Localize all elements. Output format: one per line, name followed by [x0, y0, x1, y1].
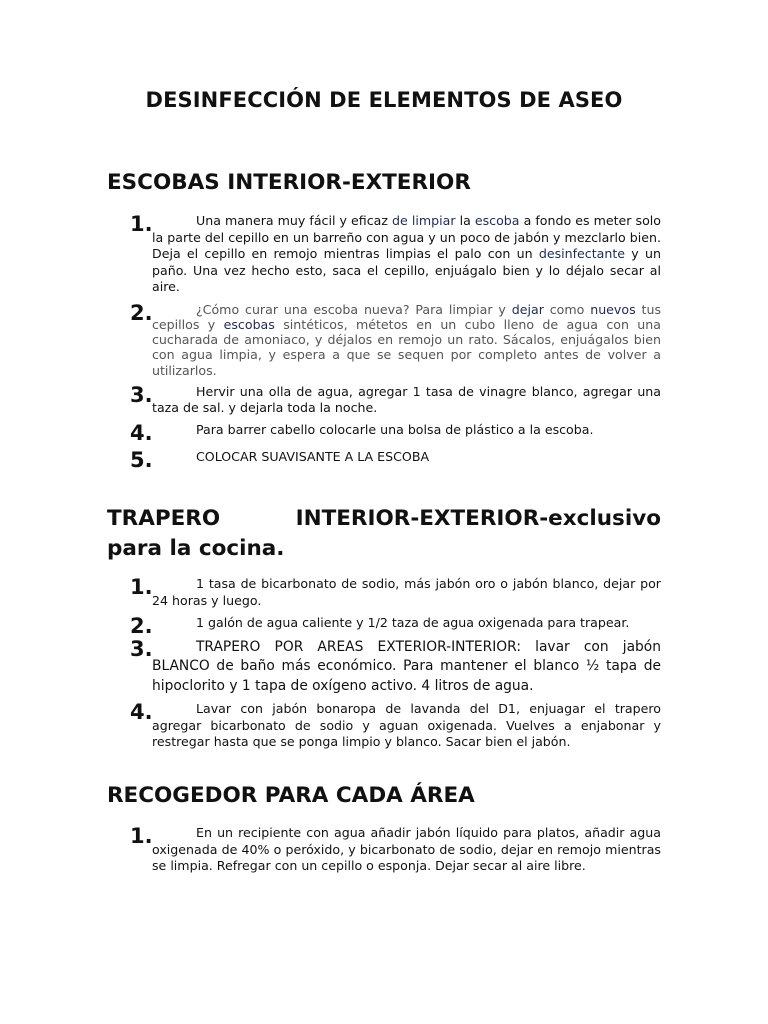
list-item-text: [152, 422, 661, 439]
text-segment: 1 galón de agua caliente y 1/2 taza de agua oxigenada para trapear.: [196, 615, 630, 630]
text-segment: tus cepillos y: [152, 301, 662, 332]
text-segment: escoba: [474, 213, 520, 228]
list-number: 5.: [130, 448, 153, 473]
list-item-text: [152, 449, 661, 466]
text-segment: dejar: [511, 301, 544, 317]
section-heading-recogedor: [107, 781, 661, 811]
list-item-text: [152, 615, 661, 632]
list-item: [0, 576, 768, 609]
list-number: 2.: [130, 614, 153, 638]
list-number: 2.: [130, 300, 153, 325]
list-item-text: [152, 638, 661, 697]
text-segment: nuevos: [590, 301, 636, 317]
text-segment: Lavar con jabón bonaropa de lavanda del D1, enjuagar el trapero agregar bicarbonato de sodio y aguan oxigenada. Vuelves a enjabonar y restregar hasta que se ponga limpio y blanco. Sacar bien el jabón.: [152, 701, 661, 750]
trapero-list: [0, 576, 768, 751]
list-item: [0, 638, 768, 697]
text-segment: jabón: [514, 229, 549, 245]
text-segment: COLOCAR SUAVISANTE A LA ESCOBA: [196, 449, 430, 465]
list-item-text: [152, 701, 661, 751]
text-segment: a fondo es meter solo la parte del cepillo en un barreño con agua y un poco de: [152, 213, 662, 245]
text-segment: Una manera muy fácil y eficaz: [196, 213, 393, 228]
escobas-list: [0, 212, 768, 473]
list-item: [0, 384, 768, 417]
text-segment: escobas: [223, 316, 275, 332]
text-segment: y un paño. Una vez hecho esto, saca el cepillo, enjuágalo bien y lo déjalo secar al aire.: [152, 246, 661, 294]
list-item-text: [152, 384, 661, 417]
list-number: 4.: [130, 420, 153, 445]
text-segment: ¿Cómo curar una escoba nueva? Para limpiar y: [196, 301, 512, 317]
list-item-text: [152, 825, 661, 875]
list-number: 4.: [130, 700, 153, 725]
text-segment: Para barrer cabello colocarle una bolsa de plástico a la escoba.: [196, 421, 594, 437]
text-segment: desinfectante: [538, 246, 626, 261]
text-segment: sintéticos, métetos en un cubo lleno de agua con una cucharada de amoniaco, y déjalos en remojo un rato. Sácalos, enjuágalos bien con agua limpia, y espera a que se sequen por completo antes de volver a utilizarlos.: [152, 316, 661, 378]
section-heading-line: TRAPERO INTERIOR-EXTERIOR-exclusivo: [107, 506, 661, 531]
text-segment: de limpiar: [392, 213, 456, 228]
list-number: 1.: [130, 212, 153, 236]
page-title: DESINFECCIÓN DE ELEMENTOS DE ASEO: [145, 88, 623, 112]
text-segment: En un recipiente con agua añadir jabón líquido para platos, añadir agua oxigenada de 40% o peróxido, y bicarbonato de sodio, dejar en remojo mientras se limpia. Refregar con un cepillo o esponja. Dejar secar al aire libre.: [152, 825, 661, 873]
list-item: [0, 448, 768, 473]
section-heading-escobas: [107, 168, 661, 198]
list-number: 3.: [130, 382, 153, 407]
text-segment: como: [543, 301, 591, 317]
list-item: [0, 213, 768, 296]
section-heading-line: ESCOBAS INTERIOR-EXTERIOR: [107, 170, 471, 195]
text-segment: TRAPERO POR AREAS EXTERIOR-INTERIOR: lavar con jabón BLANCO de baño más económico. Para mantener el blanco ½ tapa de hipoclorito y 1 tapa de oxígeno activo. 4 litros de agua.: [152, 638, 661, 694]
text-segment: y mezclarlo bien. Deja el cepillo en remojo mientras limpias el palo con un: [152, 229, 661, 261]
list-number: 1.: [130, 824, 153, 848]
text-segment: 1 tasa de bicarbonato de sodio, más jabón oro o jabón blanco, dejar por 24 horas y luego.: [152, 576, 661, 608]
list-item-text: [152, 302, 661, 378]
list-item-text: [152, 576, 661, 609]
section-heading-line: para la cocina.: [107, 536, 285, 561]
list-item: [0, 614, 768, 638]
list-number: 3.: [130, 636, 153, 661]
section-heading-line: RECOGEDOR PARA CADA ÁREA: [107, 783, 475, 808]
text-segment: la: [455, 213, 475, 228]
list-number: 1.: [130, 575, 153, 599]
list-item: [0, 825, 768, 875]
list-item: [0, 302, 768, 378]
section-heading-trapero: [107, 504, 661, 564]
recogedor-list: [0, 825, 768, 875]
list-item: [0, 420, 768, 445]
list-item-text: [152, 213, 661, 296]
text-segment: Hervir una olla de agua, agregar 1 tasa de vinagre blanco, agregar una taza de sal. y dejarla toda la noche.: [152, 383, 661, 416]
list-item: [0, 701, 768, 751]
